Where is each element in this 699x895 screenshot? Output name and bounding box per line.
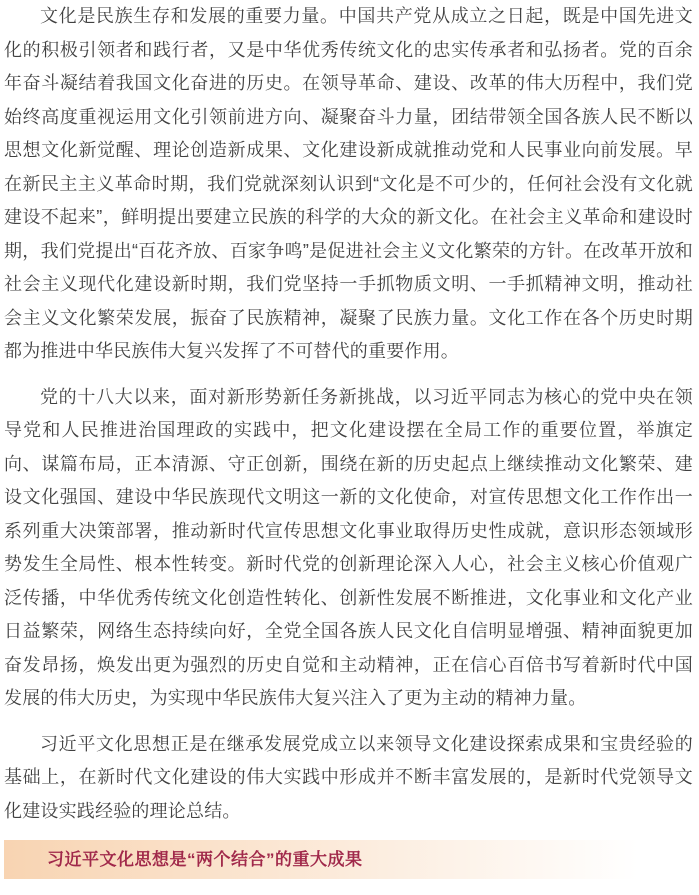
section-heading-bar: [4, 840, 693, 879]
body-paragraph: 文化是民族生存和发展的重要力量。中国共产党从成立之日起，既是中国先进文化的积极引领者和践行者，又是中华优秀传统文化的忠实传承者和弘扬者。党的百余年奋斗凝结着我国文化奋进的历史。在领导革命、建设、改革的伟大历程中，我们党始终高度重视运用文化引领前进方向、凝聚奋斗力量，团结带领全国各族人民不断以思想文化新觉醒、理论创造新成果、文化建设新成就推动党和人民事业向前发展。早在新民主主义革命时期，我们党就深刻认识到“文化是不可少的，任何社会没有文化就建设不起来”，鲜明提出要建立民族的科学的大众的新文化。在社会主义革命和建设时期，我们党提出“百花齐放、百家争鸣”是促进社会主义文化繁荣的方针。在改革开放和社会主义现代化建设新时期，我们党坚持一手抓物质文明、一手抓精神文明，推动社会主义文化繁荣发展，振奋了民族精神，凝聚了民族力量。文化工作在各个历史时期都为推进中华民族伟大复兴发挥了不可替代的重要作用。: [4, 6, 693, 361]
body-paragraph: 习近平文化思想正是在继承发展党成立以来领导文化建设探索成果和宝贵经验的基础上，在新时代文化建设的伟大实践中形成并不断丰富发展的，是新时代党领导文化建设实践经验的理论总结。: [4, 733, 693, 821]
section-heading-title: 习近平文化思想是“两个结合”的重大成果: [47, 850, 363, 869]
body-paragraph: 党的十八大以来，面对新形势新任务新挑战，以习近平同志为核心的党中央在领导党和人民推进治国理政的实践中，把文化建设摆在全局工作的重要位置，举旗定向、谋篇布局，正本清源、守正创新，围绕在新的历史起点上继续推动文化繁荣、建设文化强国、建设中华民族现代文明这一新的文化使命，对宣传思想文化工作作出一系列重大决策部署，推动新时代宣传思想文化事业取得历史性成就，意识形态领域形势发生全局性、根本性转变。新时代党的创新理论深入人心，社会主义核心价值观广泛传播，中华优秀传统文化创造性转化、创新性发展不断推进，文化事业和文化产业日益繁荣，网络生态持续向好，全党全国各族人民文化自信明显增强、精神面貌更加奋发昂扬，焕发出更为强烈的历史自觉和主动精神，正在信心百倍书写着新时代中国发展的伟大历史，为实现中华民族伟大复兴注入了更为主动的精神力量。: [4, 386, 693, 708]
